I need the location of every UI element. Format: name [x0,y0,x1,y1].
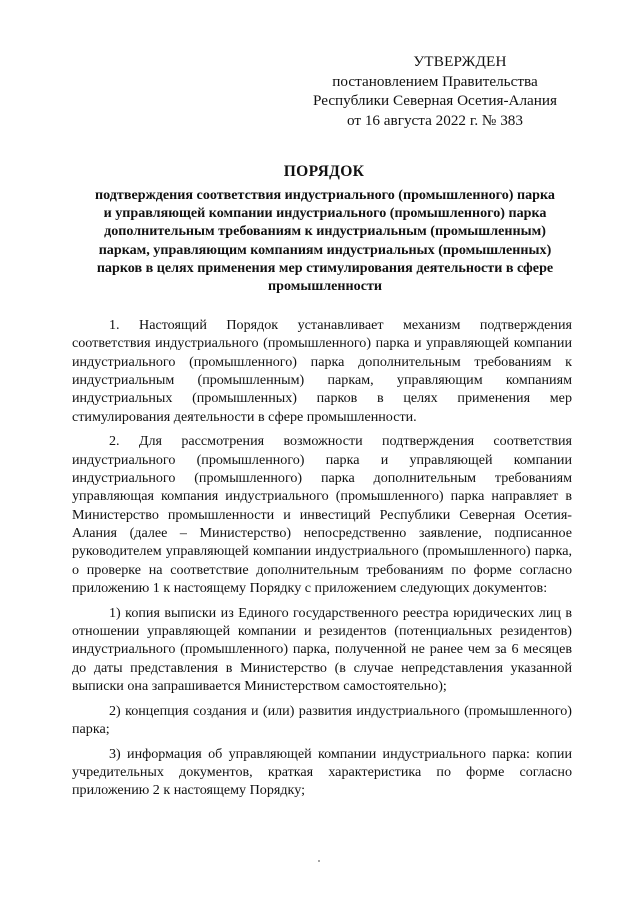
approval-stamp: УТВЕРЖДЕН [413,53,507,70]
approval-block [300,52,570,130]
approval-line-1: постановлением Правительства [332,72,538,90]
subtitle-line: паркам, управляющим компаниям индустриальных (промышленных) [98,241,552,258]
document-body [72,316,572,805]
approval-line-3: от 16 августа 2022 г. № 383 [347,111,523,129]
subtitle-line: парков в целях применения мер стимулирования деятельности в сфере [96,259,554,276]
subtitle-line: и управляющей компании индустриального (промышленного) парка [103,205,547,222]
paragraph-1: 1. Настоящий Порядок устанавливает механизм подтверждения соответствия индустриального (промышленного) парка и управляющей компании индустриального (промышленного) парка дополнительным требованиям к индустриальным (промышленным) паркам, управляющим компаниям индустриальных (промышленных) парков в целях применения мер стимулирования деятельности в сфере промышленности. [72,317,572,425]
subtitle-line: промышленности [268,278,382,295]
subtitle-line: подтверждения соответствия индустриального (промышленного) парка [95,187,555,203]
paragraph-2: 2. Для рассмотрения возможности подтверждения соответствия индустриального (промышленного) парка и управляющей компании индустриального (промышленного) парка дополнительным требованиям управляющая компания индустриального (промышленного) парка направляет в Министерство промышленности и инвестиций Республики Северная Осетия-Алания (далее – Министерство) непосредственно заявление, подписанное руководителем управляющей компании индустриального (промышленного) парка, о проверке на соответствие дополнительным требованиям по форме согласно приложению 1 к настоящему Порядку с приложением следующих документов: [72,433,572,597]
approval-line-2: Республики Северная Осетия-Алания [312,92,558,109]
subtitle-line: дополнительным требованиям к индустриальным (промышленным) [104,223,546,240]
list-item-3: 3) информация об управляющей компании индустриального парка: копии учредительных документов, краткая характеристика по форме согласно приложению 2 к настоящему Порядку; [72,745,572,799]
document-title: ПОРЯДОК [283,163,365,180]
list-item-1: 1) копия выписки из Единого государственного реестра юридических лиц в отношении управляющей компании и резидентов (потенциальных резидентов) индустриального (промышленного) парка, полученной не ранее чем за 6 месяцев до даты представления в Министерство (в случае непредставления указанной выписки она запрашивается Министерством самостоятельно); [72,604,572,695]
list-item-2: 2) концепция создания и (или) развития индустриального (промышленного) парка; [72,702,572,738]
scan-speck [318,860,320,862]
document-subtitle [60,186,590,295]
